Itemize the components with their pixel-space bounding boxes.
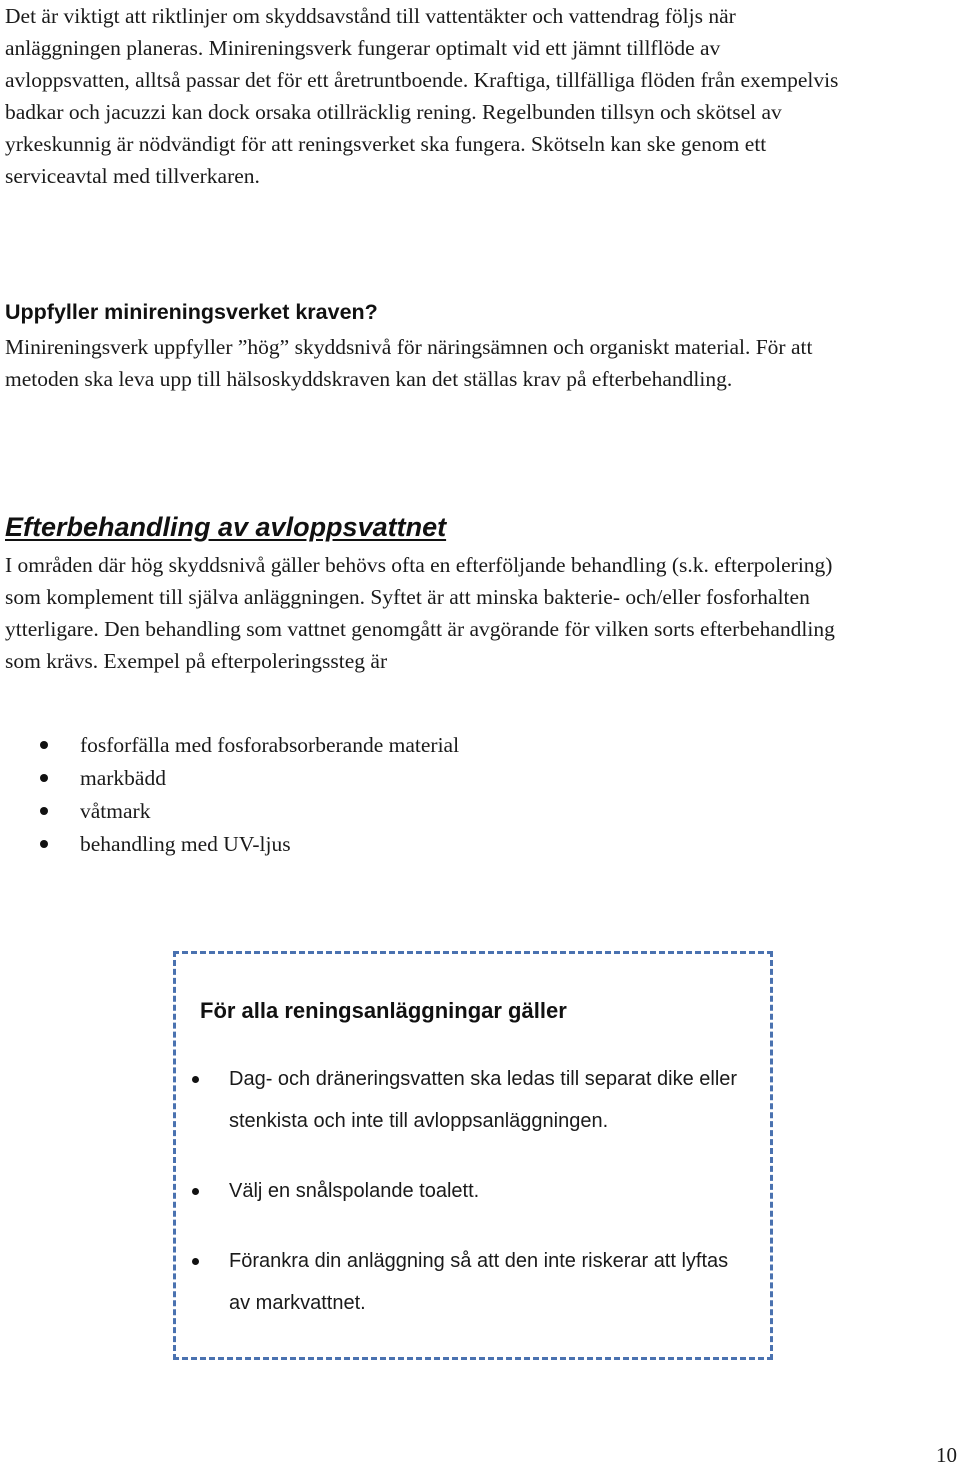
bullet-icon (192, 1258, 199, 1265)
list-item (40, 729, 459, 762)
info-box-item (192, 1240, 752, 1324)
page-number: 10 (936, 1443, 957, 1467)
post-treatment-list (40, 729, 459, 861)
list-item (40, 762, 459, 795)
info-box-item-text: Dag- och dräneringsvatten ska ledas till separat dike eller stenkista och inte till avloppsanläggningen. (229, 1068, 738, 1132)
list-item-text: fosforfälla med fosforabsorberande material (80, 733, 460, 757)
bullet-icon (192, 1188, 199, 1195)
post-treatment-paragraph: I områden där hög skyddsnivå gäller behövs ofta en efterföljande behandling (s.k. efterpolering) som komplement till själva anläggningen. Syftet är att minska bakterie- och/eller fosforhalten ytterligare. Den behandling som vattnet genomgått är avgörande för vilken sorts efterbehandling som krävs. Exempel på efterpoleringssteg är (5, 553, 835, 673)
section-heading-requirements: Uppfyller minireningsverket kraven? (5, 300, 378, 324)
info-box (173, 951, 773, 1360)
bullet-icon (40, 840, 48, 848)
list-item (40, 828, 459, 861)
list-item-text: markbädd (80, 766, 166, 790)
section-heading-post-treatment: Efterbehandling av avloppsvattnet (5, 512, 447, 542)
bullet-icon (40, 774, 48, 782)
bullet-icon (192, 1076, 199, 1083)
list-item-text: behandling med UV-ljus (80, 832, 291, 856)
info-box-item-text: Välj en snålspolande toalett. (229, 1180, 480, 1202)
bullet-icon (40, 741, 48, 749)
info-box-title: För alla reningsanläggningar gäller (200, 998, 567, 1023)
info-box-item-text: Förankra din anläggning så att den inte riskerar att lyftas av markvattnet. (229, 1250, 729, 1314)
list-item (40, 795, 459, 828)
bullet-icon (40, 807, 48, 815)
info-box-item (192, 1058, 752, 1142)
requirements-paragraph: Minireningsverk uppfyller ”hög” skyddsnivå för näringsämnen och organiskt material. För att metoden ska leva upp till hälsoskyddskraven kan det ställas krav på efterbehandling. (5, 335, 813, 391)
intro-paragraph: Det är viktigt att riktlinjer om skyddsavstånd till vattentäkter och vattendrag följs när anläggningen planeras. Minireningsverk fungerar optimalt vid ett jämnt tillflöde av avloppsvatten, alltså passar det för ett åretruntboende. Kraftiga, tillfälliga flöden från exempelvis badkar och jacuzzi kan dock orsaka otillräcklig rening. Regelbunden tillsyn och skötsel av yrkeskunnig är nödvändigt för att reningsverket ska fungera. Skötseln kan ske genom ett serviceavtal med tillverkaren. (5, 4, 839, 188)
info-box-item (192, 1170, 752, 1212)
info-box-list (192, 1058, 752, 1352)
list-item-text: våtmark (80, 799, 151, 823)
